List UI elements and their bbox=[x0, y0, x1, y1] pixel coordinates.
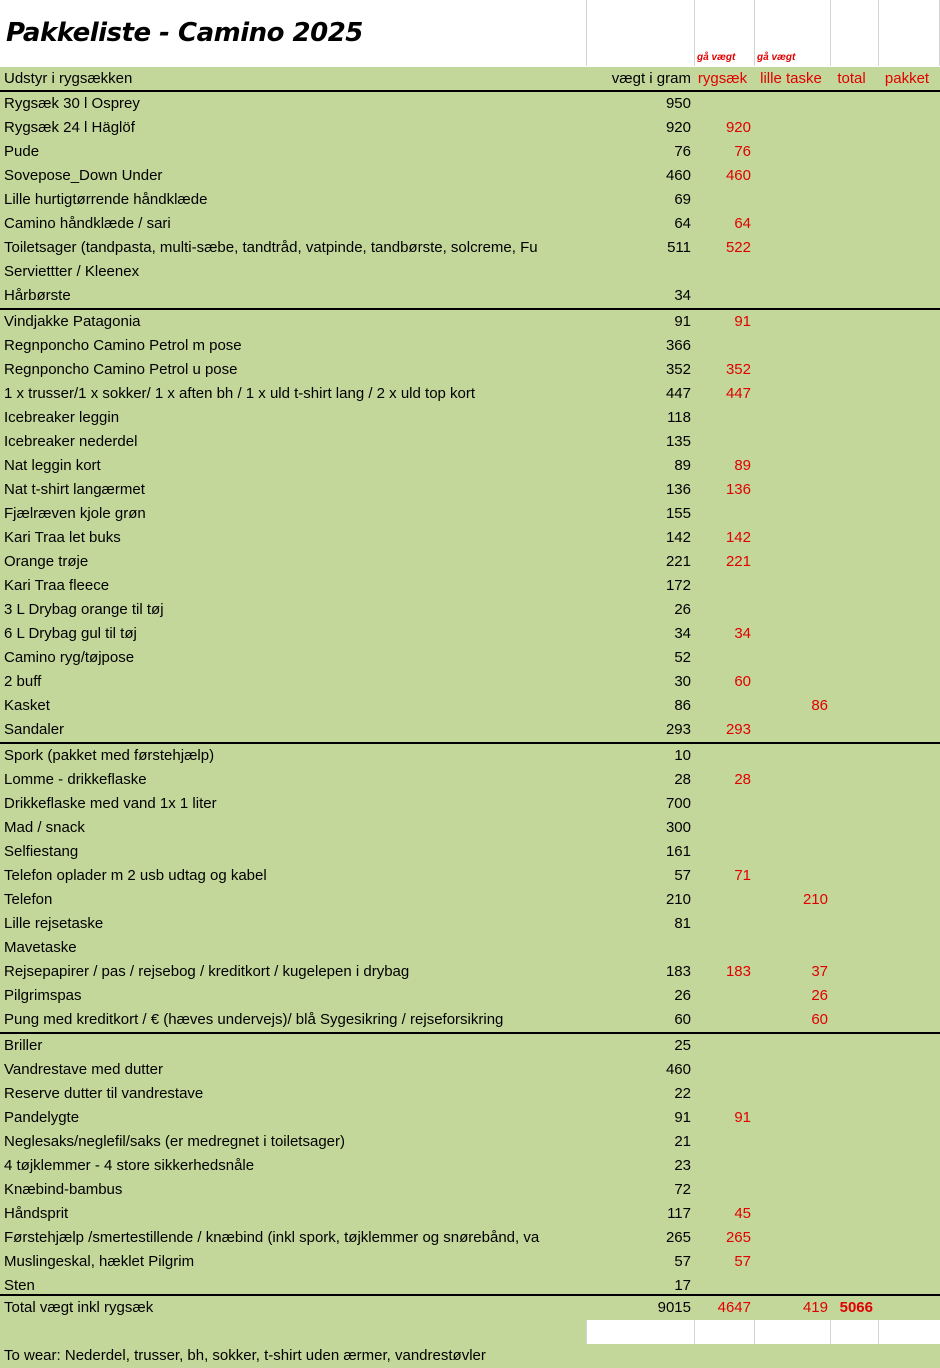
item-lille-taske[interactable] bbox=[754, 1250, 828, 1274]
footer-text[interactable]: To wear: Nederdel, trusser, bh, sokker, t-shirt uden ærmer, vandrestøvler bbox=[4, 1347, 486, 1364]
item-name[interactable]: 2 buff bbox=[4, 673, 42, 690]
item-name[interactable]: Telefon oplader m 2 usb udtag og kabel bbox=[4, 867, 267, 884]
item-weight[interactable]: 52 bbox=[674, 649, 691, 666]
item-weight[interactable]: 920 bbox=[665, 119, 691, 136]
item-name[interactable]: Knæbind-bambus bbox=[4, 1181, 123, 1198]
item-name[interactable]: Hårbørste bbox=[4, 287, 71, 304]
item-weight[interactable]: 21 bbox=[674, 1133, 691, 1150]
item-rygsaek[interactable]: 64 bbox=[734, 215, 751, 232]
header-row bbox=[0, 67, 940, 91]
item-lille-taske[interactable] bbox=[754, 236, 828, 260]
item-weight[interactable]: 293 bbox=[665, 721, 691, 738]
item-name[interactable]: Sten bbox=[4, 1277, 35, 1294]
item-rygsaek[interactable]: 293 bbox=[725, 721, 751, 738]
item-lille-taske[interactable] bbox=[754, 598, 828, 622]
total-weight[interactable]: 9015 bbox=[657, 1299, 691, 1316]
item-lille-taske[interactable] bbox=[754, 840, 828, 864]
table-row bbox=[0, 840, 940, 864]
item-weight[interactable]: 30 bbox=[674, 673, 691, 690]
item-lille-taske[interactable] bbox=[754, 1202, 828, 1226]
item-name[interactable]: Mad / snack bbox=[4, 819, 85, 836]
item-name[interactable]: Spork (pakket med førstehjælp) bbox=[4, 747, 215, 764]
item-lille-taske[interactable] bbox=[754, 1130, 828, 1154]
item-name[interactable]: Håndsprit bbox=[4, 1205, 69, 1222]
item-weight[interactable]: 89 bbox=[674, 457, 691, 474]
table-row bbox=[0, 188, 940, 212]
item-lille-taske[interactable]: 60 bbox=[811, 1011, 828, 1028]
item-rygsaek[interactable]: 76 bbox=[734, 143, 751, 160]
column-gridline bbox=[830, 1320, 831, 1344]
item-lille-taske[interactable]: 210 bbox=[802, 891, 828, 908]
item-lille-taske[interactable] bbox=[754, 188, 828, 212]
table-row bbox=[0, 526, 940, 550]
item-rygsaek[interactable] bbox=[694, 840, 751, 864]
item-rygsaek[interactable] bbox=[694, 430, 751, 454]
item-name[interactable]: Neglesaks/neglefil/saks (er medregnet i toiletsager) bbox=[4, 1133, 345, 1150]
item-lille-taske[interactable] bbox=[754, 382, 828, 406]
blank-row bbox=[0, 1320, 940, 1344]
item-name[interactable]: Vindjakke Patagonia bbox=[4, 313, 141, 330]
item-name[interactable]: Toiletsager (tandpasta, multi-sæbe, tandtråd, vatpinde, tandbørste, solcreme, Fu bbox=[4, 239, 538, 256]
item-rygsaek[interactable]: 221 bbox=[725, 553, 751, 570]
table-row bbox=[0, 1250, 940, 1274]
table-row bbox=[0, 478, 940, 502]
item-weight[interactable]: 155 bbox=[665, 505, 691, 522]
header-weight[interactable]: vægt i gram bbox=[611, 70, 691, 87]
item-rygsaek[interactable] bbox=[694, 1034, 751, 1058]
item-lille-taske[interactable] bbox=[754, 864, 828, 888]
item-rygsaek[interactable] bbox=[694, 502, 751, 526]
item-weight[interactable]: 352 bbox=[665, 361, 691, 378]
item-weight[interactable]: 172 bbox=[665, 577, 691, 594]
item-rygsaek[interactable]: 45 bbox=[734, 1205, 751, 1222]
item-rygsaek[interactable]: 34 bbox=[734, 625, 751, 642]
item-name[interactable]: 3 L Drybag orange til tøj bbox=[4, 601, 164, 618]
item-lille-taske[interactable] bbox=[754, 936, 828, 960]
table-row bbox=[0, 1058, 940, 1082]
table-row bbox=[0, 334, 940, 358]
item-lille-taske[interactable] bbox=[754, 646, 828, 670]
item-weight[interactable]: 117 bbox=[667, 1205, 691, 1222]
item-weight[interactable]: 161 bbox=[665, 843, 691, 860]
item-weight[interactable]: 34 bbox=[674, 625, 691, 642]
item-weight[interactable]: 26 bbox=[674, 601, 691, 618]
table-row bbox=[0, 984, 940, 1008]
item-name[interactable]: Muslingeskal, hæklet Pilgrim bbox=[4, 1253, 195, 1270]
item-rygsaek[interactable] bbox=[694, 694, 751, 718]
item-name[interactable]: Lomme - drikkeflaske bbox=[4, 771, 147, 788]
item-name[interactable]: Vandrestave med dutter bbox=[4, 1061, 163, 1078]
item-rygsaek[interactable]: 265 bbox=[725, 1229, 751, 1246]
table-row bbox=[0, 1082, 940, 1106]
item-weight[interactable]: 135 bbox=[665, 433, 691, 450]
item-weight[interactable]: 57 bbox=[674, 1253, 691, 1270]
item-weight[interactable]: 265 bbox=[665, 1229, 691, 1246]
item-lille-taske[interactable] bbox=[754, 478, 828, 502]
table-row bbox=[0, 284, 940, 308]
item-rygsaek[interactable] bbox=[694, 1130, 751, 1154]
item-name[interactable]: 6 L Drybag gul til tøj bbox=[4, 625, 137, 642]
table-row bbox=[0, 358, 940, 382]
item-rygsaek[interactable] bbox=[694, 334, 751, 358]
item-name[interactable]: Rygsæk 30 l Osprey bbox=[4, 95, 140, 112]
item-name[interactable]: Pude bbox=[4, 143, 40, 160]
item-rygsaek[interactable] bbox=[694, 284, 751, 308]
item-weight[interactable]: 136 bbox=[665, 481, 691, 498]
item-name[interactable]: Lille rejsetaske bbox=[4, 915, 104, 932]
item-name[interactable]: Reserve dutter til vandrestave bbox=[4, 1085, 204, 1102]
column-gridline bbox=[694, 1320, 695, 1344]
item-lille-taske[interactable] bbox=[754, 912, 828, 936]
item-name[interactable]: Mavetaske bbox=[4, 939, 77, 956]
item-weight[interactable]: 23 bbox=[674, 1157, 691, 1174]
item-weight[interactable]: 210 bbox=[665, 891, 691, 908]
item-rygsaek[interactable]: 57 bbox=[734, 1253, 751, 1270]
table-row bbox=[0, 164, 940, 188]
item-lille-taske[interactable] bbox=[754, 454, 828, 478]
item-lille-taske[interactable] bbox=[754, 718, 828, 742]
item-name[interactable]: Regnponcho Camino Petrol u pose bbox=[4, 361, 238, 378]
item-weight[interactable]: 10 bbox=[674, 747, 691, 764]
item-name[interactable]: Icebreaker nederdel bbox=[4, 433, 138, 450]
item-lille-taske[interactable] bbox=[754, 816, 828, 840]
item-rygsaek[interactable]: 89 bbox=[734, 457, 751, 474]
item-lille-taske[interactable]: 26 bbox=[811, 987, 828, 1004]
item-weight[interactable] bbox=[586, 936, 691, 960]
item-weight[interactable]: 22 bbox=[674, 1085, 691, 1102]
item-name[interactable]: Lille hurtigtørrende håndklæde bbox=[4, 191, 208, 208]
table-row bbox=[0, 1008, 940, 1032]
item-weight[interactable]: 447 bbox=[665, 385, 691, 402]
item-lille-taske[interactable] bbox=[754, 1034, 828, 1058]
item-weight[interactable]: 76 bbox=[674, 143, 691, 160]
item-lille-taske[interactable] bbox=[754, 744, 828, 768]
item-name[interactable]: Kari Traa let buks bbox=[4, 529, 121, 546]
table-row bbox=[0, 960, 940, 984]
column-gridline bbox=[878, 1320, 879, 1344]
table-row bbox=[0, 718, 940, 742]
table-row bbox=[0, 816, 940, 840]
table-row bbox=[0, 622, 940, 646]
item-weight[interactable]: 81 bbox=[674, 915, 691, 932]
item-lille-taske[interactable] bbox=[754, 670, 828, 694]
item-weight[interactable] bbox=[586, 260, 691, 284]
subheader-rygsaek: gå vægt bbox=[697, 52, 736, 63]
item-rygsaek[interactable] bbox=[694, 936, 751, 960]
table-row bbox=[0, 310, 940, 334]
table-row bbox=[0, 1226, 940, 1250]
item-lille-taske[interactable] bbox=[754, 1226, 828, 1250]
table-row bbox=[0, 212, 940, 236]
item-rygsaek[interactable]: 60 bbox=[734, 673, 751, 690]
item-rygsaek[interactable]: 920 bbox=[725, 119, 751, 136]
footer-row bbox=[0, 1344, 940, 1368]
item-name[interactable]: Nat t-shirt langærmet bbox=[4, 481, 145, 498]
item-weight[interactable]: 34 bbox=[674, 287, 691, 304]
item-lille-taske[interactable] bbox=[754, 164, 828, 188]
item-weight[interactable]: 118 bbox=[667, 409, 691, 426]
table-row bbox=[0, 1106, 940, 1130]
item-lille-taske[interactable] bbox=[754, 1106, 828, 1130]
item-weight[interactable]: 460 bbox=[665, 1061, 691, 1078]
item-rygsaek[interactable] bbox=[694, 1154, 751, 1178]
item-lille-taske[interactable] bbox=[754, 526, 828, 550]
item-name[interactable]: Pung med kreditkort / € (hæves undervejs)/ blå Sygesikring / rejseforsikring bbox=[4, 1011, 504, 1028]
item-name[interactable]: 1 x trusser/1 x sokker/ 1 x aften bh / 1 x uld t-shirt lang / 2 x uld top kort bbox=[4, 385, 476, 402]
table-row bbox=[0, 936, 940, 960]
item-lille-taske[interactable] bbox=[754, 1178, 828, 1202]
item-weight[interactable]: 511 bbox=[667, 239, 691, 256]
item-lille-taske[interactable] bbox=[754, 212, 828, 236]
item-lille-taske[interactable] bbox=[754, 550, 828, 574]
item-rygsaek[interactable]: 460 bbox=[725, 167, 751, 184]
item-name[interactable]: Regnponcho Camino Petrol m pose bbox=[4, 337, 242, 354]
item-weight[interactable]: 700 bbox=[665, 795, 691, 812]
table-row bbox=[0, 454, 940, 478]
item-weight[interactable]: 221 bbox=[665, 553, 691, 570]
item-name[interactable]: Fjælræven kjole grøn bbox=[4, 505, 146, 522]
item-rygsaek[interactable]: 136 bbox=[725, 481, 751, 498]
item-lille-taske[interactable] bbox=[754, 116, 828, 140]
item-weight[interactable]: 300 bbox=[665, 819, 691, 836]
item-lille-taske[interactable] bbox=[754, 260, 828, 284]
item-weight[interactable]: 17 bbox=[674, 1277, 691, 1294]
item-lille-taske[interactable] bbox=[754, 92, 828, 116]
item-name[interactable]: Selfiestang bbox=[4, 843, 79, 860]
item-lille-taske[interactable] bbox=[754, 140, 828, 164]
header-lille-taske[interactable]: lille taske bbox=[760, 70, 822, 87]
header-pakket[interactable]: pakket bbox=[884, 70, 930, 87]
item-lille-taske[interactable] bbox=[754, 406, 828, 430]
item-weight[interactable]: 142 bbox=[665, 529, 691, 546]
table-row bbox=[0, 574, 940, 598]
item-name[interactable]: Briller bbox=[4, 1037, 43, 1054]
item-name[interactable]: Rejsepapirer / pas / rejsebog / kreditkort / kugelepen i drybag bbox=[4, 963, 410, 980]
item-name[interactable]: Sandaler bbox=[4, 721, 65, 738]
item-weight[interactable]: 91 bbox=[674, 1109, 691, 1126]
total-lille-taske[interactable]: 419 bbox=[802, 1299, 828, 1316]
item-name[interactable]: Kari Traa fleece bbox=[4, 577, 110, 594]
item-lille-taske[interactable] bbox=[754, 284, 828, 308]
item-weight[interactable]: 183 bbox=[665, 963, 691, 980]
header-total[interactable]: total bbox=[837, 70, 866, 87]
table-row bbox=[0, 912, 940, 936]
item-name[interactable]: Icebreaker leggin bbox=[4, 409, 120, 426]
item-rygsaek[interactable]: 91 bbox=[734, 1109, 751, 1126]
column-gridline bbox=[830, 0, 831, 66]
item-rygsaek[interactable]: 142 bbox=[725, 529, 751, 546]
item-rygsaek[interactable] bbox=[694, 792, 751, 816]
item-weight[interactable]: 460 bbox=[665, 167, 691, 184]
title-cell[interactable] bbox=[0, 0, 586, 66]
total-label[interactable]: Total vægt inkl rygsæk bbox=[4, 1299, 154, 1316]
item-name[interactable]: Telefon bbox=[4, 891, 53, 908]
item-rygsaek[interactable] bbox=[694, 1058, 751, 1082]
item-lille-taske[interactable] bbox=[754, 792, 828, 816]
item-rygsaek[interactable] bbox=[694, 984, 751, 1008]
item-lille-taske[interactable] bbox=[754, 574, 828, 598]
item-weight[interactable]: 86 bbox=[674, 697, 691, 714]
item-name[interactable]: 4 tøjklemmer - 4 store sikkerhedsnåle bbox=[4, 1157, 255, 1174]
item-lille-taske[interactable] bbox=[754, 358, 828, 382]
item-name[interactable]: Førstehjælp /smertestillende / knæbind (inkl spork, tøjklemmer og snørebånd, va bbox=[4, 1229, 540, 1246]
table-row bbox=[0, 792, 940, 816]
column-gridline bbox=[694, 0, 695, 66]
item-name[interactable]: Nat leggin kort bbox=[4, 457, 101, 474]
column-gridline bbox=[754, 1320, 755, 1344]
item-rygsaek[interactable] bbox=[694, 744, 751, 768]
item-rygsaek[interactable]: 447 bbox=[725, 385, 751, 402]
item-rygsaek[interactable]: 28 bbox=[734, 771, 751, 788]
item-lille-taske[interactable] bbox=[754, 768, 828, 792]
item-lille-taske[interactable]: 86 bbox=[811, 697, 828, 714]
blank-cells[interactable] bbox=[586, 1320, 940, 1344]
table-row bbox=[0, 864, 940, 888]
item-lille-taske[interactable] bbox=[754, 334, 828, 358]
table-row bbox=[0, 1130, 940, 1154]
item-name[interactable]: Sovepose_Down Under bbox=[4, 167, 163, 184]
table-row bbox=[0, 598, 940, 622]
item-rygsaek[interactable] bbox=[694, 188, 751, 212]
column-gridline bbox=[754, 0, 755, 66]
table-row bbox=[0, 116, 940, 140]
item-lille-taske[interactable] bbox=[754, 622, 828, 646]
item-rygsaek[interactable] bbox=[694, 406, 751, 430]
table-row bbox=[0, 382, 940, 406]
item-weight[interactable]: 366 bbox=[665, 337, 691, 354]
item-lille-taske[interactable] bbox=[754, 310, 828, 334]
item-rygsaek[interactable] bbox=[694, 912, 751, 936]
subheader-lille-taske: gå vægt bbox=[757, 52, 796, 63]
item-lille-taske[interactable]: 37 bbox=[811, 963, 828, 980]
item-rygsaek[interactable] bbox=[694, 888, 751, 912]
item-name[interactable]: Camino ryg/tøjpose bbox=[4, 649, 135, 666]
item-lille-taske[interactable] bbox=[754, 430, 828, 454]
item-lille-taske[interactable] bbox=[754, 1154, 828, 1178]
total-row bbox=[0, 1296, 940, 1320]
total-rygsaek[interactable]: 4647 bbox=[717, 1299, 751, 1316]
item-rygsaek[interactable] bbox=[694, 1178, 751, 1202]
column-gridline bbox=[586, 0, 587, 66]
table-row bbox=[0, 140, 940, 164]
item-rygsaek[interactable] bbox=[694, 92, 751, 116]
table-row bbox=[0, 1178, 940, 1202]
page-title: Pakkeliste - Camino 2025 bbox=[6, 18, 363, 48]
table-row bbox=[0, 744, 940, 768]
item-rygsaek[interactable] bbox=[694, 1082, 751, 1106]
item-weight[interactable]: 25 bbox=[674, 1037, 691, 1054]
item-name[interactable]: Kasket bbox=[4, 697, 50, 714]
item-rygsaek[interactable] bbox=[694, 598, 751, 622]
item-name[interactable]: Serviettter / Kleenex bbox=[4, 263, 140, 280]
item-rygsaek[interactable] bbox=[694, 1008, 751, 1032]
item-rygsaek[interactable] bbox=[694, 260, 751, 284]
item-rygsaek[interactable]: 352 bbox=[725, 361, 751, 378]
item-weight[interactable]: 950 bbox=[665, 95, 691, 112]
item-lille-taske[interactable] bbox=[754, 502, 828, 526]
item-lille-taske[interactable] bbox=[754, 1058, 828, 1082]
item-name[interactable]: Camino håndklæde / sari bbox=[4, 215, 171, 232]
header-rygsaek[interactable]: rygsæk bbox=[697, 70, 748, 87]
header-name[interactable]: Udstyr i rygsækken bbox=[4, 70, 133, 87]
table-row bbox=[0, 694, 940, 718]
item-weight[interactable]: 28 bbox=[674, 771, 691, 788]
table-row bbox=[0, 260, 940, 284]
table-row bbox=[0, 1154, 940, 1178]
table-row bbox=[0, 502, 940, 526]
item-weight[interactable]: 60 bbox=[674, 1011, 691, 1028]
item-name[interactable]: Pandelygte bbox=[4, 1109, 80, 1126]
item-rygsaek[interactable]: 71 bbox=[734, 867, 751, 884]
item-name[interactable]: Orange trøje bbox=[4, 553, 89, 570]
table-row bbox=[0, 1202, 940, 1226]
table-row bbox=[0, 888, 940, 912]
item-weight[interactable]: 69 bbox=[674, 191, 691, 208]
table-row bbox=[0, 768, 940, 792]
table-row bbox=[0, 550, 940, 574]
table-row bbox=[0, 1034, 940, 1058]
item-rygsaek[interactable] bbox=[694, 574, 751, 598]
total-sum[interactable]: 5066 bbox=[839, 1299, 873, 1316]
item-name[interactable]: Rygsæk 24 l Häglöf bbox=[4, 119, 135, 136]
item-weight[interactable]: 26 bbox=[674, 987, 691, 1004]
item-rygsaek[interactable]: 91 bbox=[734, 313, 751, 330]
item-weight[interactable]: 57 bbox=[674, 867, 691, 884]
item-lille-taske[interactable] bbox=[754, 1082, 828, 1106]
item-rygsaek[interactable]: 183 bbox=[725, 963, 751, 980]
column-gridline bbox=[878, 0, 879, 66]
item-name[interactable]: Drikkeflaske med vand 1x 1 liter bbox=[4, 795, 217, 812]
item-name[interactable]: Pilgrimspas bbox=[4, 987, 82, 1004]
item-rygsaek[interactable] bbox=[694, 816, 751, 840]
table-row bbox=[0, 236, 940, 260]
item-rygsaek[interactable]: 522 bbox=[725, 239, 751, 256]
item-weight[interactable]: 91 bbox=[674, 313, 691, 330]
table-row bbox=[0, 670, 940, 694]
table-row bbox=[0, 92, 940, 116]
item-weight[interactable]: 72 bbox=[674, 1181, 691, 1198]
table-row bbox=[0, 646, 940, 670]
table-row bbox=[0, 430, 940, 454]
item-weight[interactable]: 64 bbox=[674, 215, 691, 232]
column-gridline bbox=[586, 1320, 587, 1344]
table-row bbox=[0, 406, 940, 430]
item-rygsaek[interactable] bbox=[694, 646, 751, 670]
